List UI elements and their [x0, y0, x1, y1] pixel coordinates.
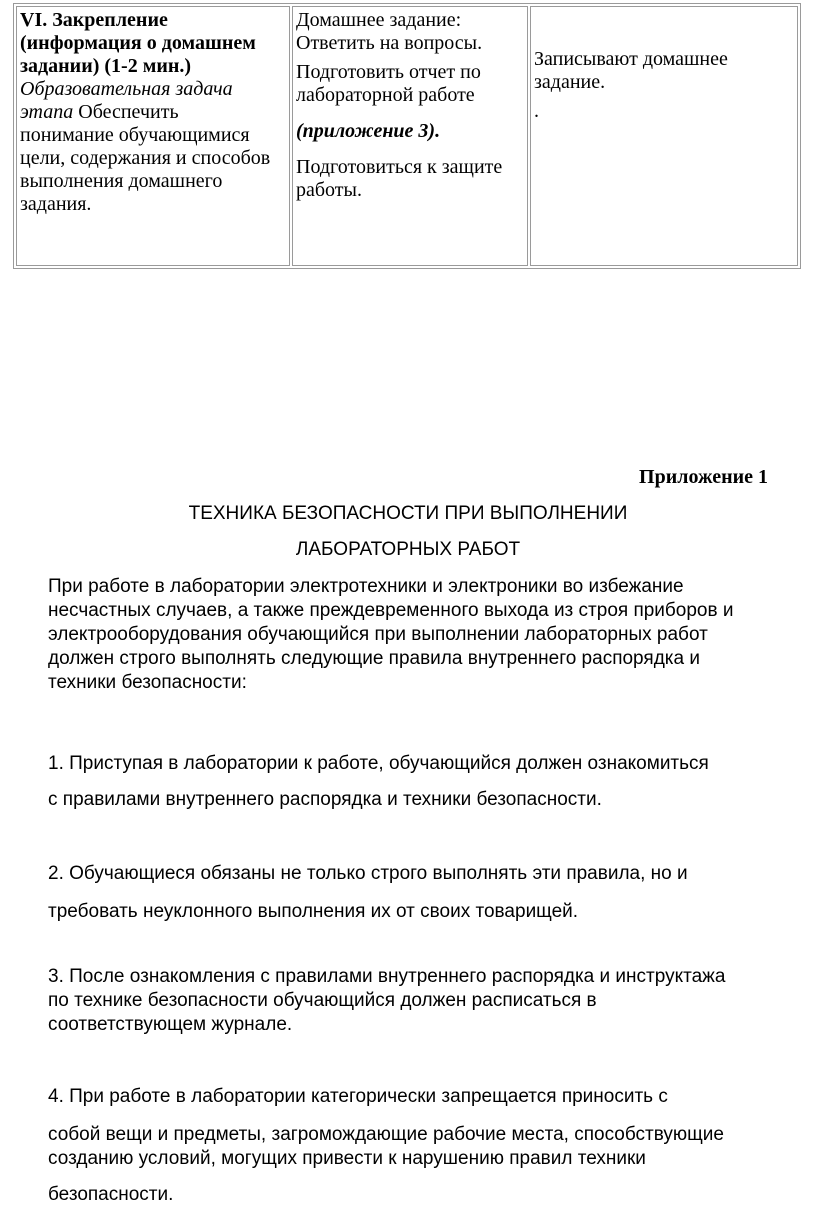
- stage-task-text: понимание обучающимися: [20, 124, 250, 146]
- stage-cell: [16, 6, 290, 266]
- student-activity-dot: .: [534, 100, 539, 122]
- paragraph-line: должен строго выполнять следующие правила внутреннего распорядка и: [48, 648, 700, 669]
- report-line: Подготовить отчет по: [296, 61, 481, 83]
- intro-paragraph: [48, 575, 778, 695]
- student-activity-line: задание.: [534, 71, 606, 93]
- stage-title-line: (информация о домашнем: [20, 32, 256, 54]
- paragraph-line: созданию условий, могущих привести к нарушению правил техники: [48, 1148, 646, 1169]
- homework-text: [296, 9, 524, 55]
- stage-task: [20, 78, 286, 216]
- appendix-reference: (приложение 3).: [296, 120, 441, 142]
- paragraph-line: с правилами внутреннего распорядка и техники безопасности.: [48, 789, 602, 810]
- stage-task-label: этапа: [20, 101, 74, 123]
- rule-4: [48, 1085, 778, 1207]
- paragraph-line: безопасности.: [48, 1184, 174, 1205]
- stage-title-line: задании) (1-2 мин.): [20, 55, 192, 77]
- teacher-activity-cell: [292, 6, 528, 266]
- stage-task-text: выполнения домашнего: [20, 170, 223, 192]
- appendix-heading: ТЕХНИКА БЕЗОПАСНОСТИ ПРИ ВЫПОЛНЕНИИ: [188, 503, 628, 524]
- rule-2: [48, 855, 778, 931]
- stage-task-text: цели, содержания и способов: [20, 147, 271, 169]
- lesson-stage-table: [13, 3, 801, 269]
- paragraph-line: несчастных случаев, а также преждевременного выхода из строя приборов и: [48, 600, 734, 621]
- student-activity-text: [534, 48, 794, 94]
- paragraph-line: При работе в лаборатории электротехники и электроники во избежание: [48, 576, 684, 597]
- stage-task-text: задания.: [20, 193, 92, 215]
- defense-line: Подготовиться к защите: [296, 156, 503, 178]
- stage-title-line: VI. Закрепление: [20, 9, 168, 31]
- paragraph-line: по технике безопасности обучающийся должен расписаться в: [48, 990, 597, 1011]
- homework-line: Домашнее задание:: [296, 9, 462, 31]
- paragraph-line: соответствующем журнале.: [48, 1014, 293, 1035]
- rule-1: [48, 746, 778, 818]
- defense-line: работы.: [296, 179, 362, 201]
- appendix-label: Приложение 1: [639, 466, 768, 488]
- appendix-heading: ЛАБОРАТОРНЫХ РАБОТ: [295, 539, 521, 560]
- student-activity-line: Записывают домашнее: [534, 48, 728, 70]
- report-line: лабораторной работе: [296, 84, 475, 106]
- stage-title: [20, 9, 286, 78]
- paragraph-line: требовать неуклонного выполнения их от своих товарищей.: [48, 901, 579, 922]
- homework-line: Ответить на вопросы.: [296, 32, 483, 54]
- student-activity-cell: [530, 6, 798, 266]
- defense-text: [296, 156, 524, 202]
- rule-3: [48, 965, 778, 1037]
- paragraph-line: 3. После ознакомления с правилами внутреннего распорядка и инструктажа: [48, 966, 726, 987]
- stage-task-text: Обеспечить: [73, 101, 179, 123]
- paragraph-line: техники безопасности:: [48, 672, 247, 693]
- paragraph-line: электрооборудования обучающийся при выполнении лабораторных работ: [48, 624, 708, 645]
- report-text: [296, 61, 524, 107]
- paragraph-line: 2. Обучающиеся обязаны не только строго выполнять эти правила, но и: [48, 863, 688, 884]
- paragraph-line: 4. При работе в лаборатории категорически запрещается приносить с: [48, 1086, 668, 1107]
- stage-task-label: Образовательная задача: [20, 78, 233, 100]
- paragraph-line: 1. Приступая в лаборатории к работе, обучающийся должен ознакомиться: [48, 753, 709, 774]
- paragraph-line: собой вещи и предметы, загромождающие рабочие места, способствующие: [48, 1124, 724, 1145]
